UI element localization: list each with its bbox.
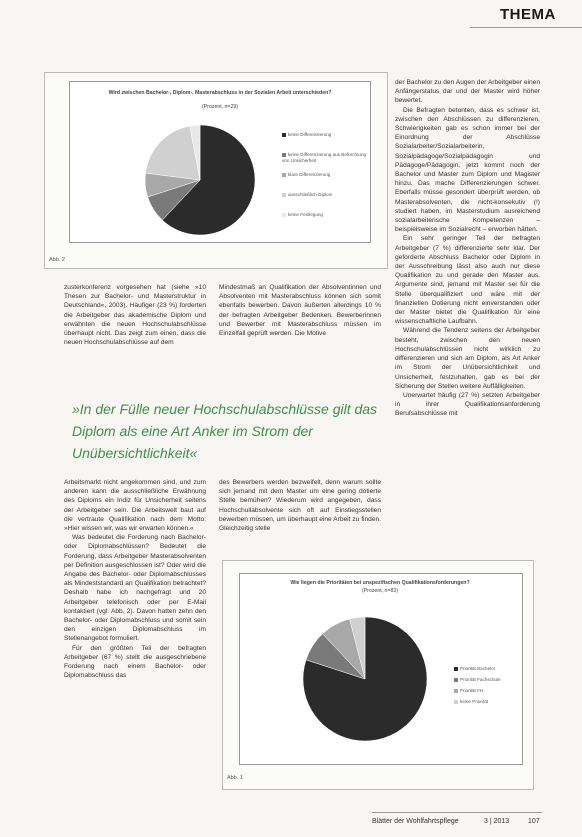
legend-swatch [454, 667, 458, 671]
figure-2 [222, 560, 534, 790]
footer-rule [372, 812, 542, 813]
footer-journal [372, 818, 459, 825]
figure-1-caption: Abb. 2 [49, 257, 65, 263]
middle-column-top [219, 283, 381, 338]
legend-entry [454, 666, 544, 672]
left-bottom-paragraph: Für den größten Teil der befragten Arbeitgeber (67 %) stellt die ausgeschriebene Forderung nach einem Bachelor- oder Diplomabschluss das [64, 644, 206, 680]
legend-entry [282, 132, 372, 138]
legend-swatch [282, 153, 286, 157]
figure-2-pie [290, 604, 440, 754]
legend-swatch [282, 133, 286, 137]
legend-swatch [282, 213, 286, 217]
legend-swatch [454, 678, 458, 682]
legend-label: keine Priorität [460, 699, 489, 704]
figure-1-pie [130, 112, 270, 242]
legend-label: Priorität Bachelor [460, 666, 496, 671]
left-bottom-paragraph: Arbeitsmarkt nicht angekommen sind, und zum anderen kann die ausschließliche Erwähnung des Diploms ein Indiz für Unsicherheit seitens der Arbeitgeber sein. Die Arbeitswelt baut auf die vertraute Qualifikation nach dem Motto: »Hier wissen wir, was wir erwarten können.« [64, 479, 206, 533]
figure-2-caption: Abb. 1 [227, 775, 243, 781]
legend-entry [282, 192, 372, 198]
legend-swatch [282, 193, 286, 197]
legend-swatch [454, 689, 458, 693]
middle-column-bottom [219, 478, 381, 533]
right-paragraph: Die Befragten betonten, dass es schwer ist, zwischen den Abschlüssen zu differenzieren. Schwierigkeiten gab es schon immer bei der Einordnung der Abschlüsse Sozialarbeiter/Sozialarbeiterin, Sozialpädagoge/Sozialpädagogin und Pädagoge/Pädagogin, jetzt kommt noch der Bachelor und Master zum Diplom und Magister hinzu. Das mache Differenzierungen schwer. Eberfalls müsse gesondert überprüft werden, ob Masterabsolventen, die nicht-konsekutiv (!) studiert haben, im Masterstudium ausreichend sozialarbeiterische Kompetenzen – beispielsweise im Sozialrecht – erworben hätten. [395, 106, 540, 234]
figure-2-subtitle: (Prozent, n=83) [362, 588, 398, 594]
legend-entry [282, 212, 372, 218]
mid-top-paragraph: Mindestmaß an Qualifikation der Absolventinnen und Absolventen mit Masterabschluss können sich somit ebenfalls bewerben. Davon äußerten allerdings 10 % der befragten Arbeitgeber Bedenken. Bewerberinnen und Bewerber mit Masterabschluss müssen im Einzelfall geprüft werden. Die Motive [219, 284, 381, 338]
left-column-top [64, 283, 206, 347]
legend-label: Priorität FH [460, 688, 484, 693]
legend-entry [454, 699, 544, 705]
legend-swatch [454, 700, 458, 704]
footer-page-number: 107 [528, 818, 540, 825]
figure-2-frame [239, 573, 523, 765]
right-paragraph: Ein sehr geringer Teil der befragten Arbeitgeber (7 %) differenzierte sehr klar. Der geforderte Abschluss Bachelor oder Diplom in der Ausschreibung lässt also auch nur diese Qualifikation zu und gerade den Master aus. Argumente sind, jemand mit Master sei für die Stelle überqualifiziert und wäre mit der finanziellen Dotierung nicht einverstanden oder der Master bietet die Qualifikation für eine wissenschaftliche Laufbahn. [395, 235, 540, 326]
legend-label: ausschließlich Diplom [288, 192, 333, 197]
legend-entry [454, 688, 544, 694]
legend-label: Priorität Fachschule [460, 677, 501, 682]
legend-label: keine Differenzierung aus Befürchtung von Unsicherheit [282, 152, 367, 163]
footer-issue: 3 | 2013 [484, 818, 510, 825]
legend-label: keine Festlegung [288, 212, 323, 217]
legend-entry [454, 677, 544, 683]
figure-1-subtitle: (Prozent, n=29) [202, 104, 238, 110]
figure-1 [44, 72, 388, 269]
left-top-paragraph: zusterkonferenz vorgesehen hat (siehe »10 Thesen zur Bachelor- und Masterstruktur in Deutschland«, 2003). Häufiger (23 %) forderten die Arbeitgeber das akademische Diplom und erwähnten die neuen Hochschulabschlüsse überhaupt nicht. Das zeigt zum einen, dass die neuen Hochschulabschlüsse auf dem [64, 284, 206, 347]
left-bottom-paragraph: Was bedeutet die Forderung nach Bachelor- oder Diplomabschlüssen? Bedeutet die Forderung, dass Arbeitgeber Masterabsolventen per Definition ausgeschlossen ist? Oder wird die Angabe des Bachelor- oder Diplomabschlusses als Mindeststandard an Qualifikation betrachtet? Deshalb habe ich nachgefragt und 20 Arbeitgeber telefonisch oder per E-Mail kontaktiert (vgl. Abb. 2). Davon hatten zehn den Bachelor- oder Diplomabschluss und somit sein den einzigen Diplomabschluss im Stellenangebot formuliert. [64, 534, 206, 643]
footer-journal-title: Blätter der Wohlfahrtspflege [372, 818, 459, 825]
mid-bottom-paragraph: des Bewerbers werden bezweifelt, denn warum sollte sich jemand mit dem Master um eine gering dotierte Stelle bemühen? Wiederum wird angegeben, dass Hochschullabsolvente sich oft auf Einstiegsstellen bewerben müssen, um überhaupt eine Arbeit zu finden. Gleichzeitig stelle [219, 479, 381, 533]
left-column-bottom [64, 478, 206, 680]
figure-1-title: Wird zwischen Bachelor-, Diplom-, Masterabschluss in der Sozialen Arbeit unterschieden? [108, 90, 332, 96]
pull-quote: »In der Fülle neuer Hochschulabschlüsse gilt das Diplom als eine Art Anker im Strom der Unübersichtlichkeit« [72, 401, 378, 461]
right-paragraph: Unerwartet häufig (27 %) setzten Arbeitgeber in ihrer Qualifikationsanforderung Berufsabschlüsse mit [395, 391, 540, 418]
legend-label: keine Differenzierung [288, 132, 332, 137]
legend-label: klare Differenzierung [288, 172, 331, 177]
right-paragraph: der Bachelor zu den Augen der Arbeitgeber einen Anfängerstatus dar und der Master wird höher bewertet. [395, 79, 540, 105]
right-column [395, 78, 540, 419]
figure-1-frame [69, 81, 371, 243]
legend-entry [282, 172, 372, 178]
right-paragraph: Während die Tendenz seitens der Arbeitgeber besteht, zwischen den neuen Hochschulabschlüssen nicht wirklich zu differenzieren und sich am Diplom, als Art Anker im Strom der Unübersichtlichkeit und Unsicherheit, festzuhalten, gab es bei der Sicherung der Stellen weitere Auffälligkeiten. [395, 327, 540, 390]
legend-swatch [282, 173, 286, 177]
section-label: THEMA [500, 6, 556, 23]
legend-entry [282, 152, 372, 163]
figure-2-title: Wie liegen die Prioritäten bei unspezifischen Qualifikationsforderungen? [290, 580, 470, 586]
header-rule [470, 27, 582, 28]
